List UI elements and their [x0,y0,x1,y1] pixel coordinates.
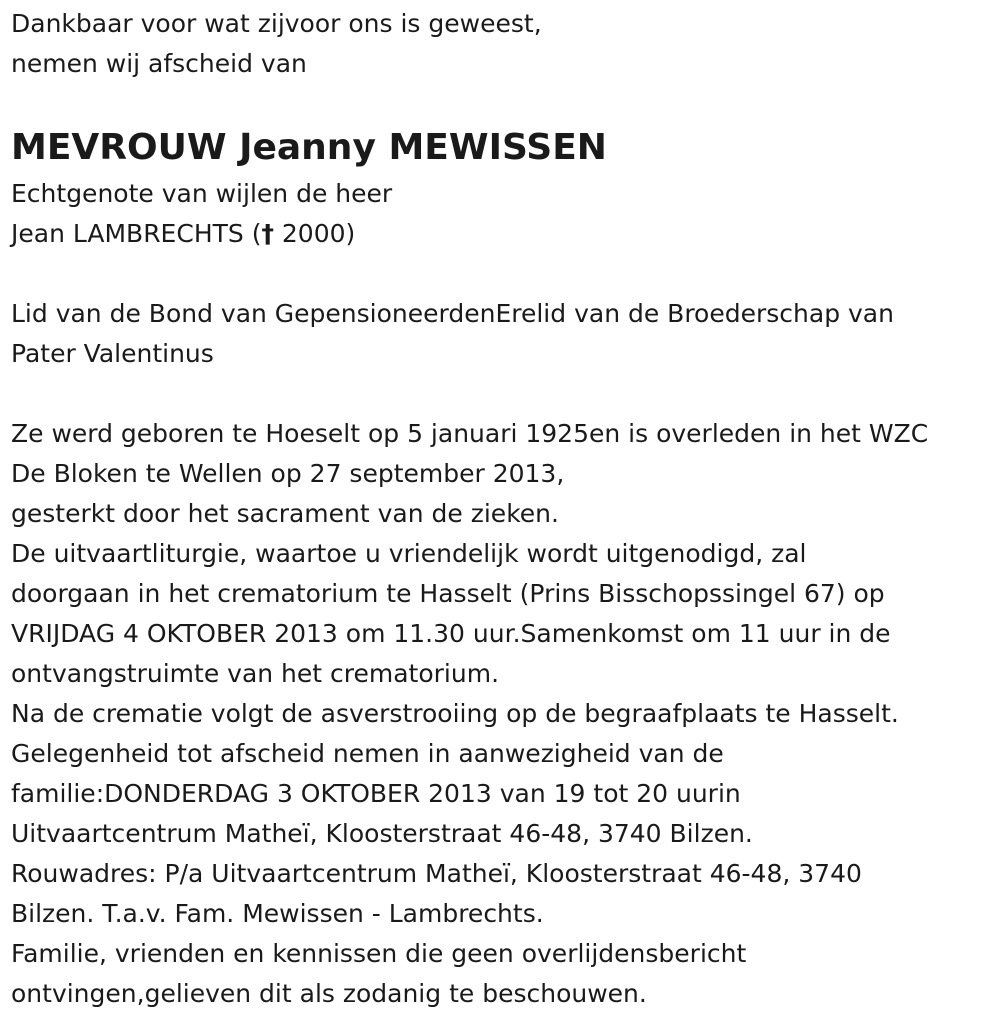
membership-line-2: Pater Valentinus [11,339,214,368]
body-line-15: ontvingen,gelieven dit als zodanig te beschouwen. [11,979,647,1008]
body-line-4: De uitvaartliturgie, waartoe u vriendelijk wordt uitgenodigd, zal [11,539,807,568]
spouse-death-year: 2000) [273,219,356,248]
body-line-6: VRIJDAG 4 OKTOBER 2013 om 11.30 uur.Samenkomst om 11 uur in de [11,619,891,648]
deceased-name: MEVROUW Jeanny MEWISSEN [11,127,607,168]
body-line-7: ontvangstruimte van het crematorium. [11,659,500,688]
spacer [11,254,991,294]
body-line-5: doorgaan in het crematorium te Hasselt (Prins Bisschopssingel 67) op [11,579,885,608]
spouse-line-1: Echtgenote van wijlen de heer [11,179,393,208]
body-line-10: familie:DONDERDAG 3 OKTOBER 2013 van 19 tot 20 uurin [11,779,741,808]
body-line-14: Familie, vrienden en kennissen die geen overlijdensbericht [11,939,747,968]
membership-line-1: Lid van de Bond van GepensioneerdenErelid van de Broederschap van [11,299,894,328]
intro-line-2: nemen wij afscheid van [11,49,307,78]
body-line-12: Rouwadres: P/a Uitvaartcentrum Matheï, Kloosterstraat 46-48, 3740 [11,859,862,888]
spouse-line-2 [11,214,991,254]
spouse-name: Jean LAMBRECHTS ( [11,219,262,248]
spacer [11,374,991,414]
body-line-13: Bilzen. T.a.v. Fam. Mewissen - Lambrechts. [11,899,544,928]
body-line-8: Na de crematie volgt de asverstrooiing op de begraafplaats te Hasselt. [11,699,899,728]
body-line-1: Ze werd geboren te Hoeselt op 5 januari 1925en is overleden in het WZC [11,419,929,448]
obituary-notice [11,4,991,1014]
body-line-3: gesterkt door het sacrament van de zieken. [11,499,559,528]
intro-line-1: Dankbaar voor wat zijvoor ons is geweest, [11,9,542,38]
body-line-9: Gelegenheid tot afscheid nemen in aanwezigheid van de [11,739,724,768]
body-line-11: Uitvaartcentrum Matheï, Kloosterstraat 46-48, 3740 Bilzen. [11,819,753,848]
body-line-2: De Bloken te Wellen op 27 september 2013, [11,459,565,488]
cross-icon: † [261,219,274,248]
